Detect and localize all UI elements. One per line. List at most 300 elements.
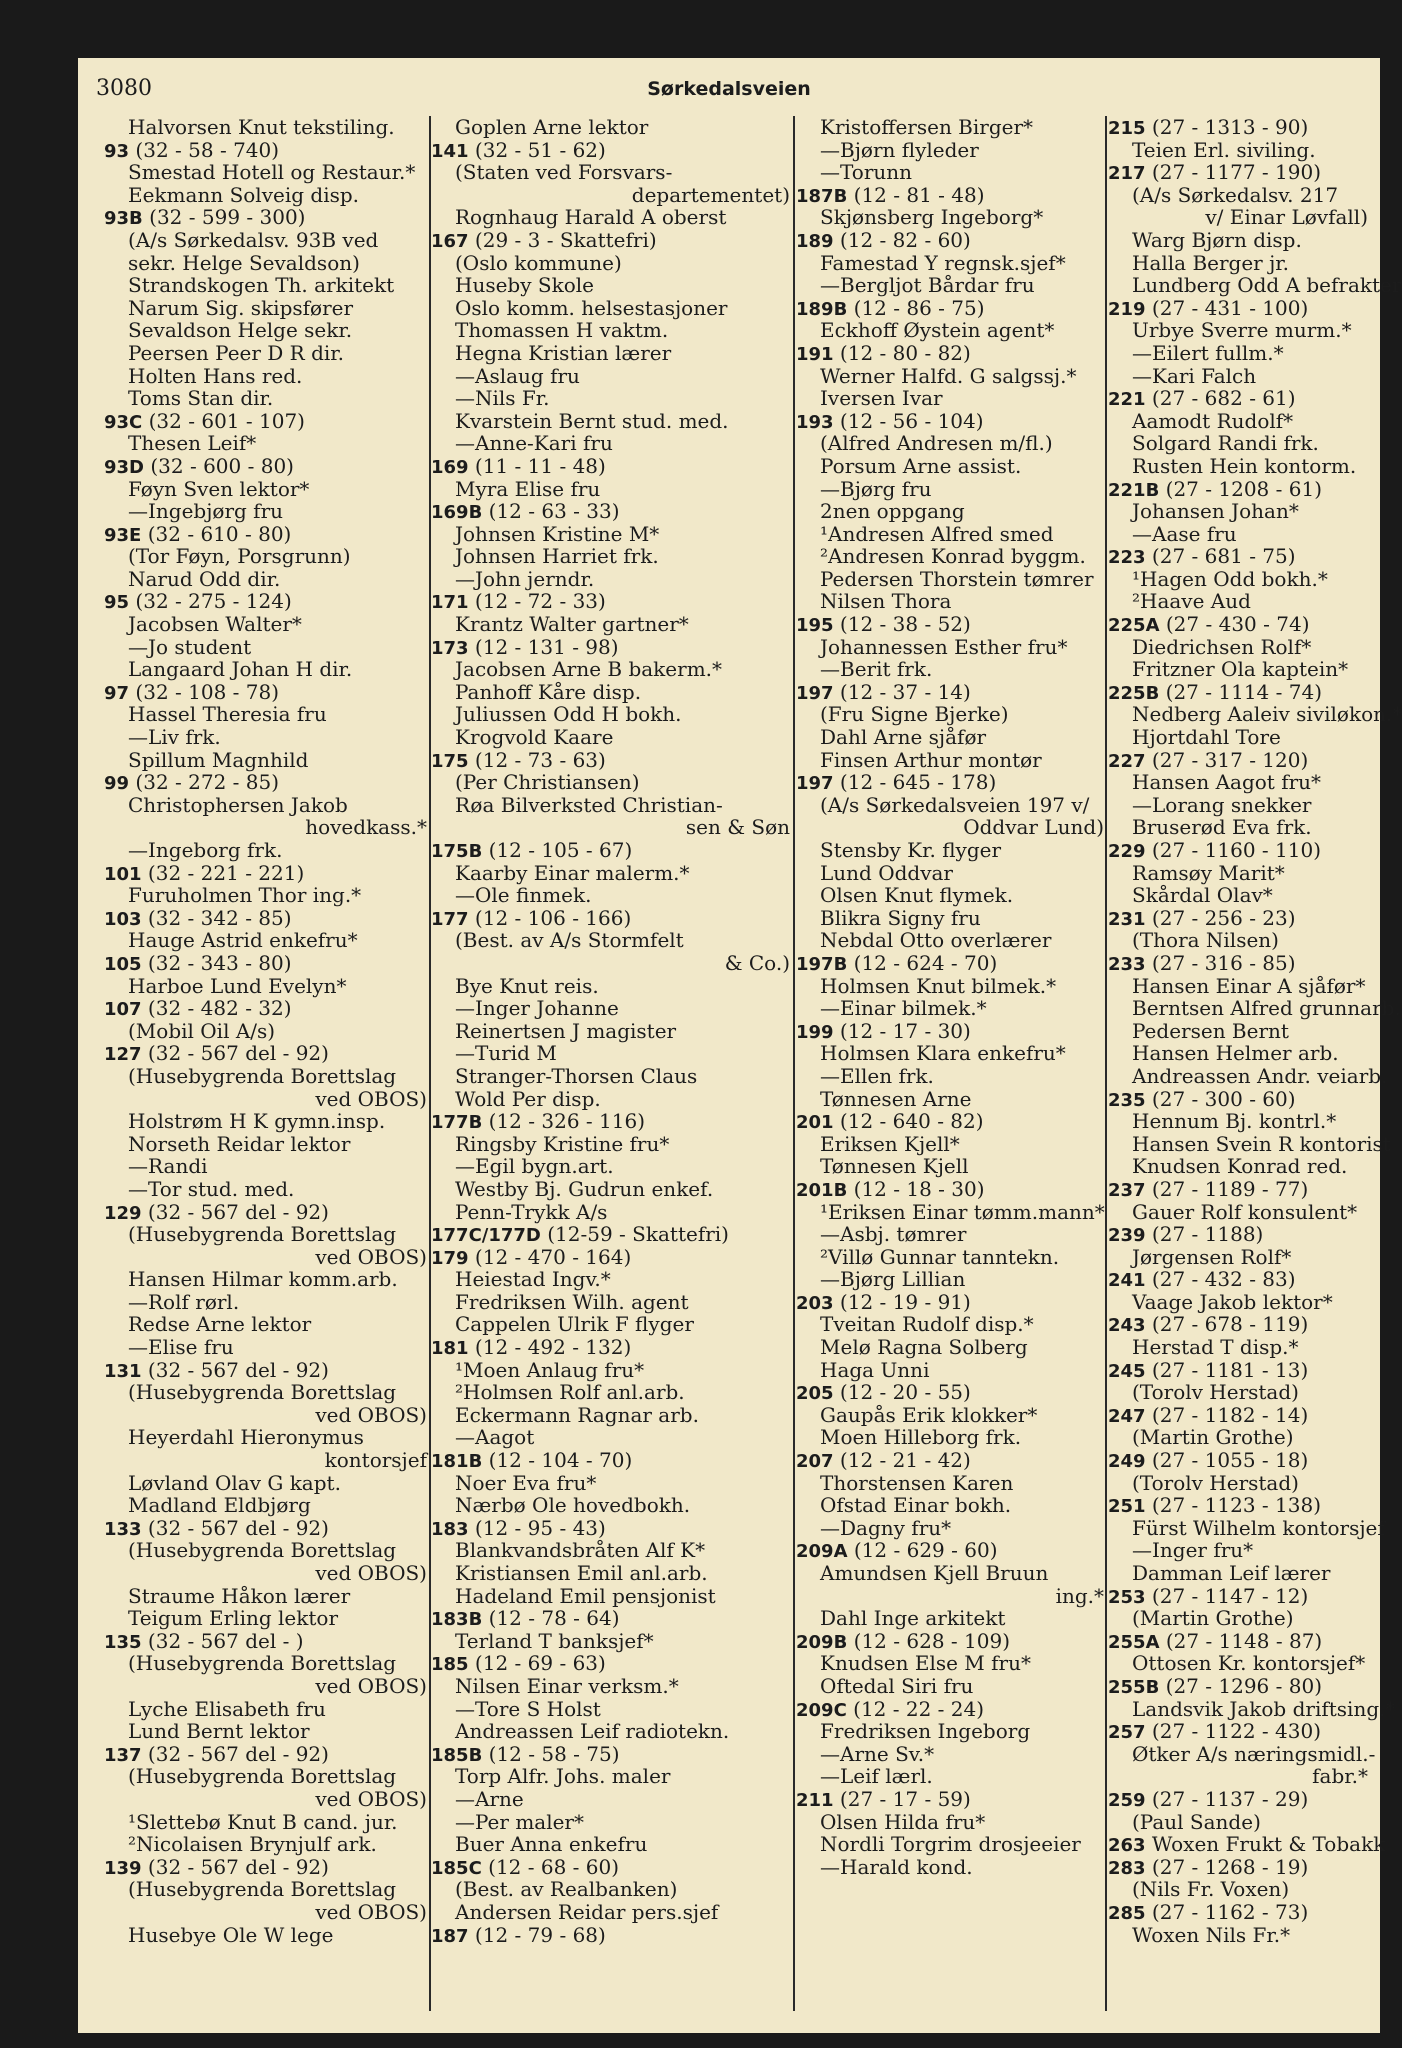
resident-entry: Fredriksen Ingeborg (820, 1719, 1031, 1744)
house-number: 189B (796, 298, 848, 320)
resident-entry: Kristoffersen Birger* (820, 115, 1034, 139)
resident-entry: Nebdal Otto overlærer (820, 928, 1052, 953)
house-number: 209B (796, 1631, 848, 1653)
house-number: 251 (1108, 1496, 1146, 1518)
resident-entry: Hansen Svein R kontorist (1132, 1131, 1391, 1156)
resident-entry: —Tor stud. med. (128, 1176, 295, 1201)
resident-entry: 2nen oppgang (820, 499, 965, 524)
resident-entry: Oftedal Siri fru (820, 1673, 974, 1698)
resident-entry: —Tore S Holst (455, 1696, 601, 1721)
resident-entry: Tveitan Rudolf disp.* (820, 1312, 1034, 1337)
house-number: 241 (1108, 1270, 1146, 1292)
house-number: 225A (1108, 615, 1160, 637)
resident-entry: Lund Bernt lektor (128, 1719, 310, 1744)
property-info: (27 - 1123 - 138) (1145, 1493, 1322, 1518)
property-info: (32 - 108 - 78) (129, 679, 280, 704)
property-info: (32 - 599 - 300) (142, 205, 306, 230)
property-info: (32 - 567 del - 92) (141, 1357, 329, 1382)
entry-continuation: kontorsjef (324, 1448, 427, 1473)
entry-continuation: sen & Søn (685, 815, 790, 840)
resident-entry: Vaage Jakob lektor* (1132, 1289, 1333, 1314)
house-number: 129 (104, 1202, 142, 1224)
property-info: (12 - 82 - 60) (833, 227, 971, 252)
address-heading (104, 907, 429, 930)
resident-entry: Norseth Reidar lektor (128, 1131, 351, 1156)
house-number: 193 (796, 411, 834, 433)
resident-entry: —Aagot (455, 1425, 535, 1450)
house-number: 183 (431, 1518, 469, 1540)
resident-entry: Olsen Knut flymek. (820, 883, 1014, 908)
resident-entry: —Jo student (128, 634, 252, 659)
house-number: 249 (1108, 1451, 1146, 1473)
resident-entry: Spillum Magnhild (128, 747, 309, 772)
house-number: 205 (796, 1383, 834, 1405)
property-info: (12 - 106 - 166) (468, 905, 632, 930)
resident-entry: (A/s Sørkedalsveien 197 v/ (820, 792, 1090, 817)
resident-entry: —Turid M (455, 1041, 557, 1066)
house-number: 223 (1108, 547, 1146, 569)
address-heading (796, 229, 1106, 252)
address-heading (1108, 681, 1370, 704)
resident-entry: Tønnesen Arne (820, 1086, 972, 1111)
resident-entry: —Torunn (820, 160, 913, 185)
property-info: (32 - 600 - 80) (144, 453, 294, 478)
resident-entry: Pedersen Bernt (1132, 1018, 1289, 1043)
address-heading (1108, 1720, 1370, 1743)
resident-entry: Hadeland Emil pensjonist (455, 1583, 716, 1608)
resident-entry: Aamodt Rudolf* (1132, 408, 1294, 433)
resident-entry: Pedersen Thorstein tømrer (820, 566, 1094, 591)
house-number: 225B (1108, 682, 1160, 704)
resident-entry: Gaupås Erik klokker* (820, 1402, 1038, 1427)
resident-entry: ²Andresen Konrad byggm. (820, 544, 1086, 569)
directory-page (78, 58, 1402, 2033)
resident-entry: Johansen Johan* (1132, 499, 1299, 524)
resident-entry: (Husebygrenda Borettslag (128, 1651, 397, 1676)
address-heading (104, 590, 429, 613)
resident-entry: Rusten Hein kontorm. (1132, 453, 1357, 478)
resident-entry: —Inger Johanne (455, 996, 619, 1021)
resident-entry: Halvorsen Knut tekstiling. (128, 115, 395, 139)
resident-entry: Holten Hans red. (128, 363, 303, 388)
entry-continuation: ved OBOS) (315, 1786, 427, 1811)
resident-entry: Finsen Arthur montør (820, 747, 1042, 772)
house-number: 181 (431, 1338, 469, 1360)
resident-entry: Peersen Peer D R dir. (128, 340, 345, 365)
address-heading (1108, 1268, 1370, 1291)
property-info: (27 - 432 - 83) (1145, 1267, 1296, 1292)
house-number: 221 (1108, 389, 1146, 411)
property-info: (32 - 272 - 85) (129, 770, 280, 795)
resident-entry: Myra Elise fru (455, 476, 601, 501)
resident-entry: Huseby Skole (455, 273, 594, 298)
house-number: 201B (796, 1179, 848, 1201)
house-number: 183B (431, 1609, 483, 1631)
address-heading (1108, 1404, 1370, 1427)
address-heading (104, 1359, 429, 1382)
resident-entry: Smestad Hotell og Restaur.* (128, 160, 416, 185)
resident-entry: Wold Per disp. (455, 1086, 601, 1111)
resident-entry: (A/s Sørkedalsv. 217 (1132, 182, 1339, 207)
house-number: 215 (1108, 118, 1146, 139)
entry-continuation: hovedkass.* (305, 815, 427, 840)
resident-entry: —Ingeborg frk. (128, 838, 283, 862)
property-info: (32 - 567 del - 92) (141, 1854, 329, 1879)
property-info: (32 - 482 - 32) (141, 996, 292, 1021)
house-number: 93B (104, 208, 143, 230)
resident-entry: (Husebygrenda Borettslag (128, 1380, 397, 1405)
resident-entry: Werner Halfd. G salgssj.* (820, 363, 1077, 388)
resident-entry: —Bjørn flyleder (820, 137, 979, 162)
property-info: (27 - 1296 - 80) (1159, 1673, 1323, 1698)
resident-entry: Fredriksen Wilh. agent (455, 1289, 689, 1314)
resident-entry: Øtker A/s næringsmidl.- (1132, 1741, 1376, 1766)
house-number: 207 (796, 1451, 834, 1473)
address-heading (1108, 1856, 1370, 1879)
resident-entry: Diedrichsen Rolf* (1132, 634, 1312, 659)
house-number: 169B (431, 502, 483, 524)
address-heading (1108, 749, 1370, 772)
house-number: 231 (1108, 908, 1146, 930)
address-heading (1108, 1675, 1370, 1698)
house-number: 283 (1108, 1857, 1146, 1879)
resident-entry: (Thora Nilsen) (1132, 928, 1279, 953)
resident-entry: (Torolv Herstad) (1132, 1470, 1299, 1495)
property-info: (27 - 1313 - 90) (1145, 115, 1309, 139)
house-number: 185B (431, 1744, 483, 1766)
resident-entry: Rognhaug Harald A oberst (455, 205, 727, 230)
resident-entry: Westby Bj. Gudrun enkef. (455, 1176, 714, 1201)
resident-entry: Cappelen Ulrik F flyger (455, 1312, 694, 1337)
property-info: (12 - 105 - 67) (482, 838, 633, 862)
address-heading (1108, 1788, 1370, 1811)
property-info: (12 - 640 - 82) (833, 1109, 984, 1134)
entry-continuation: ved OBOS) (315, 1086, 427, 1111)
address-heading (431, 1246, 792, 1269)
address-heading (1108, 1585, 1370, 1608)
address-heading (796, 184, 1106, 207)
resident-entry: Noer Eva fru* (455, 1470, 597, 1495)
resident-entry: —Per maler* (455, 1809, 584, 1834)
property-info: (27 - 1162 - 73) (1145, 1899, 1309, 1924)
address-heading (1108, 387, 1370, 410)
resident-entry: (Martin Grothe) (1132, 1606, 1294, 1631)
house-number: 141 (431, 140, 469, 162)
house-number: 237 (1108, 1179, 1146, 1201)
resident-entry: ¹Andresen Alfred smed (820, 521, 1054, 546)
resident-entry: Johnsen Harriet frk. (455, 544, 659, 569)
address-heading (431, 749, 792, 772)
house-number: 177 (431, 908, 469, 930)
resident-entry: Eriksen Kjell* (820, 1131, 960, 1156)
address-heading (104, 523, 429, 546)
resident-entry: (Oslo kommune) (455, 250, 622, 275)
resident-entry: Jacobsen Arne B bakerm.* (455, 657, 723, 682)
resident-entry: Hegna Kristian lærer (455, 340, 672, 365)
resident-entry: Moen Hilleborg frk. (820, 1425, 1022, 1450)
address-heading (104, 1042, 429, 1065)
resident-entry: Nedberg Aaleiv siviløkon.* (1132, 702, 1402, 727)
resident-entry: —Bjørg Lillian (820, 1267, 966, 1292)
house-number: 175B (431, 841, 483, 862)
address-heading (796, 297, 1106, 320)
resident-entry: Haga Unni (820, 1357, 930, 1382)
resident-entry: —Leif lærl. (820, 1764, 933, 1789)
resident-entry: Husebye Ole W lege (128, 1922, 334, 1947)
property-info: (12 - 645 - 178) (833, 770, 997, 795)
house-number: 179 (431, 1247, 469, 1269)
address-heading (796, 1020, 1106, 1043)
house-number: 191 (796, 343, 834, 365)
resident-entry: Jørgensen Rolf* (1132, 1244, 1292, 1269)
resident-entry: Strandskogen Th. arkitekt (128, 273, 395, 298)
property-info: (32 - 58 - 740) (129, 137, 280, 162)
address-heading (104, 1517, 429, 1540)
resident-entry: Føyn Sven lektor* (128, 476, 310, 501)
house-number: 177B (431, 1112, 483, 1134)
address-heading (1108, 1630, 1370, 1653)
resident-entry: Heyerdahl Hieronymus (128, 1425, 364, 1450)
resident-entry: (Nils Fr. Voxen) (1132, 1877, 1290, 1902)
address-heading (431, 139, 792, 162)
resident-entry: —John jerndr. (455, 566, 595, 591)
resident-entry: Iversen Ivar (820, 386, 943, 411)
property-info: (32 - 601 - 107) (142, 408, 305, 433)
house-number: 169 (431, 456, 469, 478)
resident-entry: Eckhoff Øystein agent* (820, 318, 1055, 343)
resident-entry: Hansen Helmer arb. (1132, 1041, 1339, 1066)
resident-entry: Madland Eldbjørg (128, 1493, 311, 1518)
resident-entry: Løvland Olav G kapt. (128, 1470, 341, 1495)
property-info: (27 - 1182 - 14) (1145, 1402, 1309, 1427)
resident-entry: (Fru Signe Bjerke) (820, 702, 1009, 727)
resident-entry: Holstrøm H K gymn.insp. (128, 1109, 386, 1134)
resident-entry: —Ellen frk. (820, 1063, 934, 1088)
resident-entry: Dahl Arne sjåfør (820, 725, 987, 750)
resident-entry: Teien Erl. siviling. (1132, 137, 1316, 162)
address-heading (1108, 545, 1370, 568)
address-heading (1108, 1178, 1370, 1201)
house-number: 105 (104, 953, 142, 975)
property-info: (12 - 68 - 60) (481, 1854, 620, 1879)
property-info: (12 - 19 - 91) (833, 1289, 971, 1314)
resident-entry: Olsen Hilda fru* (820, 1809, 986, 1834)
house-number: 253 (1108, 1586, 1146, 1608)
address-heading (1108, 1088, 1370, 1111)
property-info: (12 - 470 - 164) (468, 1244, 632, 1269)
property-info: (27 - 1147 - 12) (1145, 1583, 1309, 1608)
property-info: (27 - 317 - 120) (1145, 747, 1309, 772)
house-number: 95 (104, 592, 130, 614)
resident-entry: Juliussen Odd H bokh. (455, 702, 682, 727)
resident-entry: Penn-Trykk A/s (455, 1199, 608, 1224)
house-number: 255B (1108, 1676, 1160, 1698)
resident-entry: (Husebygrenda Borettslag (128, 1764, 397, 1789)
resident-entry: Ramsøy Marit* (1132, 860, 1285, 885)
resident-entry: Terland T banksjef* (455, 1628, 654, 1653)
resident-entry: (Martin Grothe) (1132, 1425, 1294, 1450)
property-info: (12 - 78 - 64) (482, 1606, 620, 1631)
property-info: (12 - 69 - 63) (468, 1651, 606, 1676)
address-heading (431, 839, 792, 862)
resident-entry: Urbye Sverre murm.* (1132, 318, 1352, 343)
resident-entry: Skårdal Olav* (1132, 883, 1273, 908)
resident-entry: Ofstad Einar bokh. (820, 1493, 1012, 1518)
property-info: (12 - 86 - 75) (847, 295, 985, 320)
resident-entry: Kvarstein Bernt stud. med. (455, 408, 729, 433)
address-heading (431, 1110, 792, 1133)
resident-entry: Goplen Arne lektor (455, 115, 649, 139)
property-info: (12 - 21 - 42) (833, 1448, 971, 1473)
resident-entry: Røa Bilverksted Christian- (455, 792, 723, 817)
resident-entry: (Best. av A/s Stormfelt (455, 928, 684, 953)
property-info: (12 - 17 - 30) (833, 1018, 971, 1043)
resident-entry: (Husebygrenda Borettslag (128, 1877, 397, 1902)
entry-continuation: v/ Einar Løvfall) (1205, 205, 1368, 230)
resident-entry: Herstad T disp.* (1132, 1335, 1299, 1360)
column-divider (793, 116, 795, 2011)
property-info: (12 - 73 - 63) (468, 747, 606, 772)
resident-entry: Hansen Aagot fru* (1132, 770, 1322, 795)
property-info: (32 - 567 del - 92) (141, 1515, 329, 1540)
entry-continuation: ved OBOS) (315, 1673, 427, 1698)
address-heading (431, 590, 792, 613)
resident-entry: —Ole finmek. (455, 883, 592, 908)
resident-entry: Lund Oddvar (820, 860, 953, 885)
address-heading (796, 1110, 1106, 1133)
resident-entry: Nilsen Einar verksm.* (455, 1673, 679, 1698)
resident-entry: (A/s Sørkedalsv. 93B ved (128, 227, 379, 252)
house-number: 181B (431, 1451, 483, 1473)
property-info: (32 - 51 - 62) (468, 137, 606, 162)
resident-entry: Lyche Elisabeth fru (128, 1696, 326, 1721)
house-number: 235 (1108, 1089, 1146, 1111)
property-info: (12 - 95 - 43) (468, 1515, 606, 1540)
house-number: 257 (1108, 1722, 1146, 1744)
resident-entry: Stranger-Thorsen Claus (455, 1063, 698, 1088)
house-number: 233 (1108, 953, 1146, 975)
resident-entry: ¹Slettebø Knut B cand. jur. (128, 1809, 398, 1834)
property-info: (12 - 79 - 68) (468, 1922, 606, 1947)
address-heading (104, 206, 429, 229)
resident-entry: —Dagny fru* (820, 1515, 952, 1540)
property-info: (27 - 1177 - 190) (1145, 160, 1322, 185)
resident-entry: Panhoff Kåre disp. (455, 679, 642, 704)
house-number: 93D (104, 456, 144, 478)
address-heading (796, 1381, 1106, 1404)
resident-entry: ¹Eriksen Einar tømm.mann* (820, 1199, 1105, 1224)
address-heading (431, 1924, 792, 1947)
resident-entry: Harboe Lund Evelyn* (128, 973, 347, 998)
resident-entry: sekr. Helge Sevaldson) (128, 250, 360, 275)
address-heading (796, 410, 1106, 433)
resident-entry: —Arne Sv.* (820, 1741, 935, 1766)
house-number: 189 (796, 230, 834, 252)
property-info: (12 - 624 - 70) (847, 950, 998, 975)
property-info: (27 - 1122 - 430) (1145, 1719, 1322, 1744)
resident-entry: Eekmann Solveig disp. (128, 182, 360, 207)
house-number: 139 (104, 1857, 142, 1879)
resident-entry: Krogvold Kaare (455, 725, 614, 750)
resident-entry: —Kari Falch (1132, 363, 1257, 388)
resident-entry: Amundsen Kjell Bruun (820, 1561, 1049, 1585)
resident-entry: Andreassen Leif radiotekn. (455, 1719, 730, 1744)
resident-entry: (Torolv Herstad) (1132, 1380, 1299, 1405)
address-heading (431, 1856, 792, 1879)
address-heading (431, 229, 792, 252)
house-number: 197 (796, 682, 834, 704)
resident-entry: Thorstensen Karen (820, 1470, 1014, 1495)
resident-entry: —Aase fru (1132, 521, 1237, 546)
house-number: 101 (104, 863, 142, 885)
house-number: 93E (104, 524, 142, 546)
house-number: 239 (1108, 1225, 1146, 1247)
property-info: (12 - 81 - 48) (847, 182, 985, 207)
address-heading (1108, 1494, 1370, 1517)
house-number: 203 (796, 1292, 834, 1314)
address-heading (104, 862, 429, 885)
resident-entry: Fürst Wilhelm kontorsjef (1132, 1515, 1385, 1540)
resident-entry: Hassel Theresia fru (128, 702, 327, 727)
resident-entry: Lundberg Odd A befrakter (1132, 273, 1402, 298)
resident-entry: Straume Håkon lærer (128, 1583, 351, 1608)
property-info: Woxen Frukt & Tobakk (1145, 1832, 1386, 1857)
resident-entry: (Husebygrenda Borettslag (128, 1538, 397, 1563)
house-number: 175 (431, 750, 469, 772)
resident-entry: —Bergljot Bårdar fru (820, 273, 1035, 298)
house-number: 131 (104, 1360, 142, 1382)
resident-entry: Andreassen Andr. veiarb. (1132, 1063, 1388, 1088)
resident-entry: —Berit frk. (820, 657, 933, 682)
property-info: (27 - 316 - 85) (1145, 950, 1296, 975)
resident-entry: Hjortdahl Tore (1132, 725, 1281, 750)
resident-entry: Ottosen Kr. kontorsjef* (1132, 1651, 1366, 1676)
resident-entry: Nilsen Thora (820, 589, 952, 614)
resident-entry: Holmsen Klara enkefru* (820, 1041, 1066, 1066)
property-info: (12 - 104 - 70) (482, 1448, 633, 1473)
property-info: (29 - 3 - Skattefri) (468, 227, 657, 252)
resident-entry: Kristiansen Emil anl.arb. (455, 1561, 708, 1585)
house-number: 227 (1108, 750, 1146, 772)
property-info: (12 - 63 - 33) (482, 499, 620, 524)
entry-continuation: ved OBOS) (315, 1244, 427, 1269)
property-info: (12 - 492 - 132) (468, 1335, 632, 1360)
address-heading (1108, 1359, 1370, 1382)
house-number: 211 (796, 1789, 834, 1811)
resident-entry: Hauge Astrid enkefru* (128, 928, 358, 953)
house-number: 245 (1108, 1360, 1146, 1382)
property-info: (32 - 221 - 221) (141, 860, 305, 885)
property-info: (12-59 - Skattefri) (540, 1222, 729, 1247)
house-number: 285 (1108, 1902, 1146, 1924)
house-number: 195 (796, 615, 834, 637)
property-info: (32 - 610 - 80) (141, 521, 292, 546)
property-info: (27 - 1208 - 61) (1159, 476, 1323, 501)
resident-entry: —Nils Fr. (455, 386, 550, 411)
house-number: 93C (104, 411, 143, 433)
resident-entry: (Paul Sande) (1132, 1809, 1261, 1834)
address-heading (431, 1449, 792, 1472)
entry-continuation: fabr.* (1312, 1764, 1368, 1789)
address-heading (431, 1607, 792, 1630)
address-heading (1108, 478, 1370, 501)
property-info: (32 - 567 del - 92) (141, 1041, 329, 1066)
house-number: 217 (1108, 163, 1146, 185)
property-info: (27 - 1160 - 110) (1145, 838, 1322, 862)
house-number: 187B (796, 185, 848, 207)
property-info: (27 - 1268 - 19) (1145, 1854, 1309, 1879)
resident-entry: —Eilert fullm.* (1132, 340, 1284, 365)
